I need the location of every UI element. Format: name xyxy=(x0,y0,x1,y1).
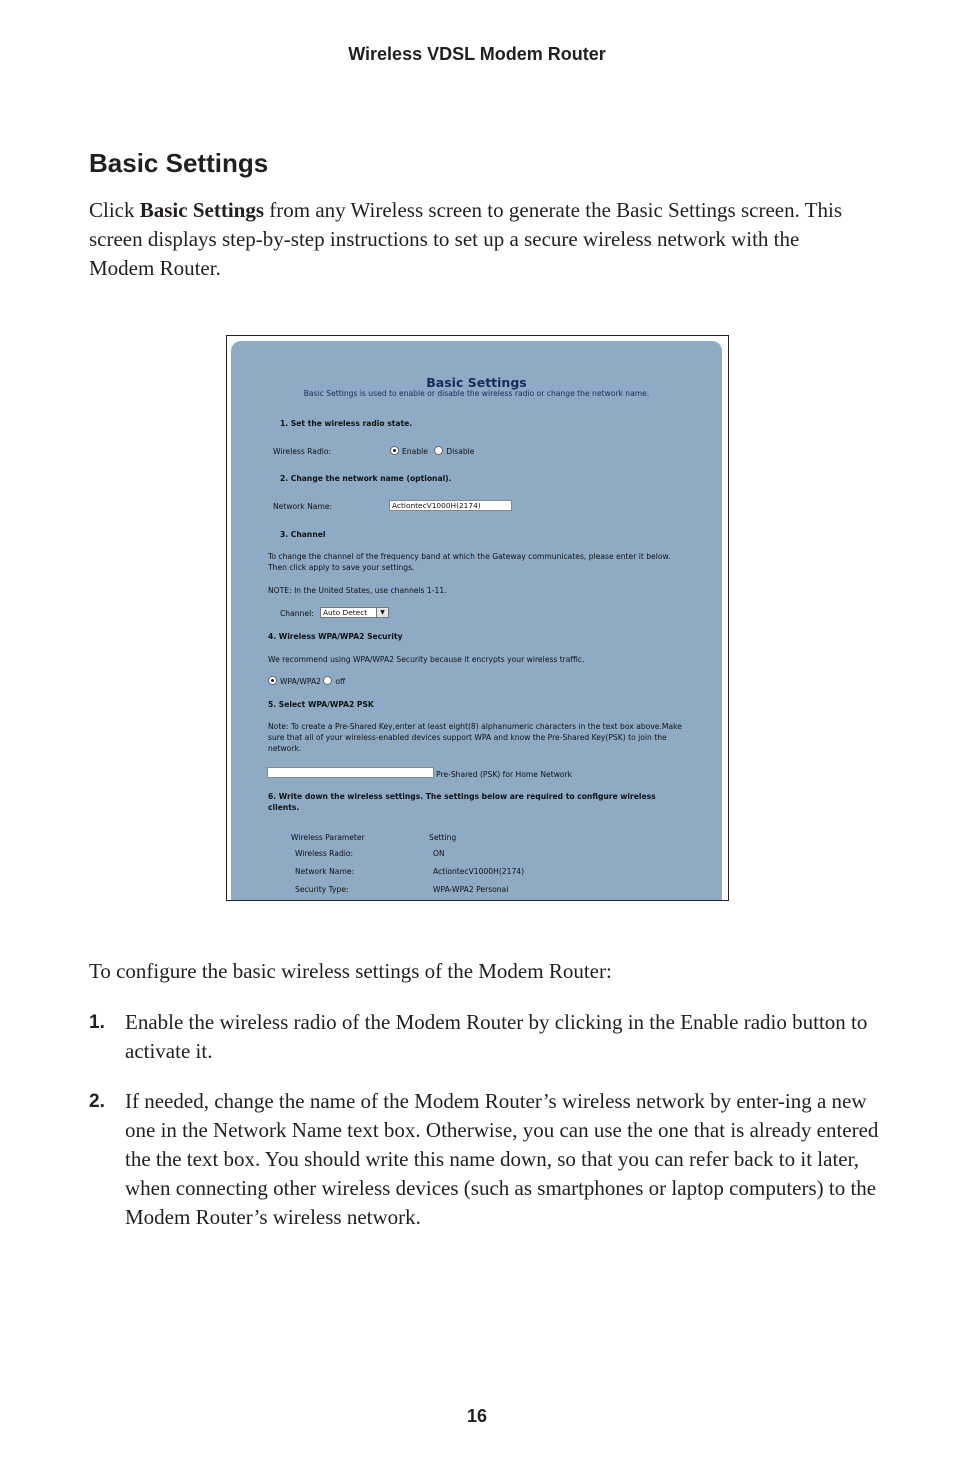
off-radio[interactable] xyxy=(323,676,332,685)
radio-label: Wireless Radio: xyxy=(273,447,332,456)
table-header-param: Wireless Parameter xyxy=(291,833,365,842)
page-number: 16 xyxy=(466,1406,488,1426)
basic-settings-screenshot xyxy=(226,335,729,901)
step1-title: 1. Set the wireless radio state. xyxy=(280,419,413,428)
channel-label: Channel: xyxy=(280,609,314,618)
intro-bold: Basic Settings xyxy=(139,198,265,222)
step6-title: 6. Write down the wireless settings. The settings below are required to configure wireless clients. xyxy=(268,792,656,812)
psk-note: Note: To create a Pre-Shared Key,enter at least eight(8) alphanumeric characters in the text box above.Make sure that all of your wireless-enabled devices support WPA and know the Pre-Shared Key(PSK) to join the network. xyxy=(268,722,682,753)
channel-select[interactable] xyxy=(320,607,389,618)
security-radio-group xyxy=(268,676,345,687)
table-row-param: Network Name: xyxy=(295,867,355,876)
psk-label: Pre-Shared (PSK) for Home Network xyxy=(436,770,573,779)
table-row-param: Wireless Radio: xyxy=(295,849,354,858)
section-heading: Basic Settings xyxy=(89,148,269,178)
radio-group xyxy=(390,446,474,457)
panel-subtitle: Basic Settings is used to enable or disable the wireless radio or change the network name. xyxy=(303,389,650,398)
list-text: If needed, change the name of the Modem Router’s wireless network by enter-ing a new one in the Network Name text box. Otherwise, you can use the one that is already entered the the text box. You should write this name down, so that you can refer back to it later, when connecting other wireless devices (such as smartphones or laptop computers) to the Modem Router’s wireless network. xyxy=(125,1089,879,1229)
network-name-input[interactable]: ActiontecV1000H(2174) xyxy=(389,500,512,511)
table-row-setting: WPA-WPA2 Personal xyxy=(433,885,509,894)
intro-pre: Click xyxy=(89,198,140,222)
config-intro: To configure the basic wireless settings of the Modem Router: xyxy=(89,959,612,983)
wpa-label: WPA/WPA2 xyxy=(280,677,321,686)
table-header-setting: Setting xyxy=(429,833,457,842)
table-row-param: Security Type: xyxy=(295,885,349,894)
psk-input[interactable] xyxy=(267,767,434,778)
panel-title: Basic Settings xyxy=(426,375,527,390)
disable-label: Disable xyxy=(446,447,475,456)
list-number: 2. xyxy=(89,1091,105,1112)
channel-value: Auto Detect xyxy=(323,608,368,617)
channel-text: To change the channel of the frequency band at which the Gateway communicates, please enter it below. Then click apply to save your settings. xyxy=(268,552,671,572)
chevron-down-icon: ▼ xyxy=(376,608,388,617)
settings-panel xyxy=(231,341,722,901)
step5-title: 5. Select WPA/WPA2 PSK xyxy=(268,700,374,709)
channel-note: NOTE: In the United States, use channels 1-11. xyxy=(268,586,447,595)
table-row-setting: ON xyxy=(433,849,445,858)
list-number: 1. xyxy=(89,1012,105,1033)
off-label: off xyxy=(335,677,346,686)
list-text: Enable the wireless radio of the Modem Router by clicking in the Enable radio button to activate it. xyxy=(125,1010,868,1063)
list-item xyxy=(89,1087,879,1232)
step4-title: 4. Wireless WPA/WPA2 Security xyxy=(268,632,403,641)
step3-title: 3. Channel xyxy=(280,530,326,539)
running-header: Wireless VDSL Modem Router xyxy=(348,44,606,64)
intro-post: from any Wireless screen to generate the Basic Settings screen. This screen displays step-by-step instructions to set up a secure wireless network with the Modem Router. xyxy=(89,198,843,280)
enable-radio[interactable] xyxy=(390,446,399,455)
list-item xyxy=(89,1008,879,1066)
security-text: We recommend using WPA/WPA2 Security because it encrypts your wireless traffic. xyxy=(268,655,585,664)
step2-title: 2. Change the network name (optional). xyxy=(280,474,452,483)
table-row-setting: ActiontecV1000H(2174) xyxy=(433,867,525,876)
intro-paragraph xyxy=(89,196,869,283)
wpa-radio[interactable] xyxy=(268,676,277,685)
network-name-label: Network Name: xyxy=(273,502,333,511)
disable-radio[interactable] xyxy=(434,446,443,455)
enable-label: Enable xyxy=(402,447,428,456)
